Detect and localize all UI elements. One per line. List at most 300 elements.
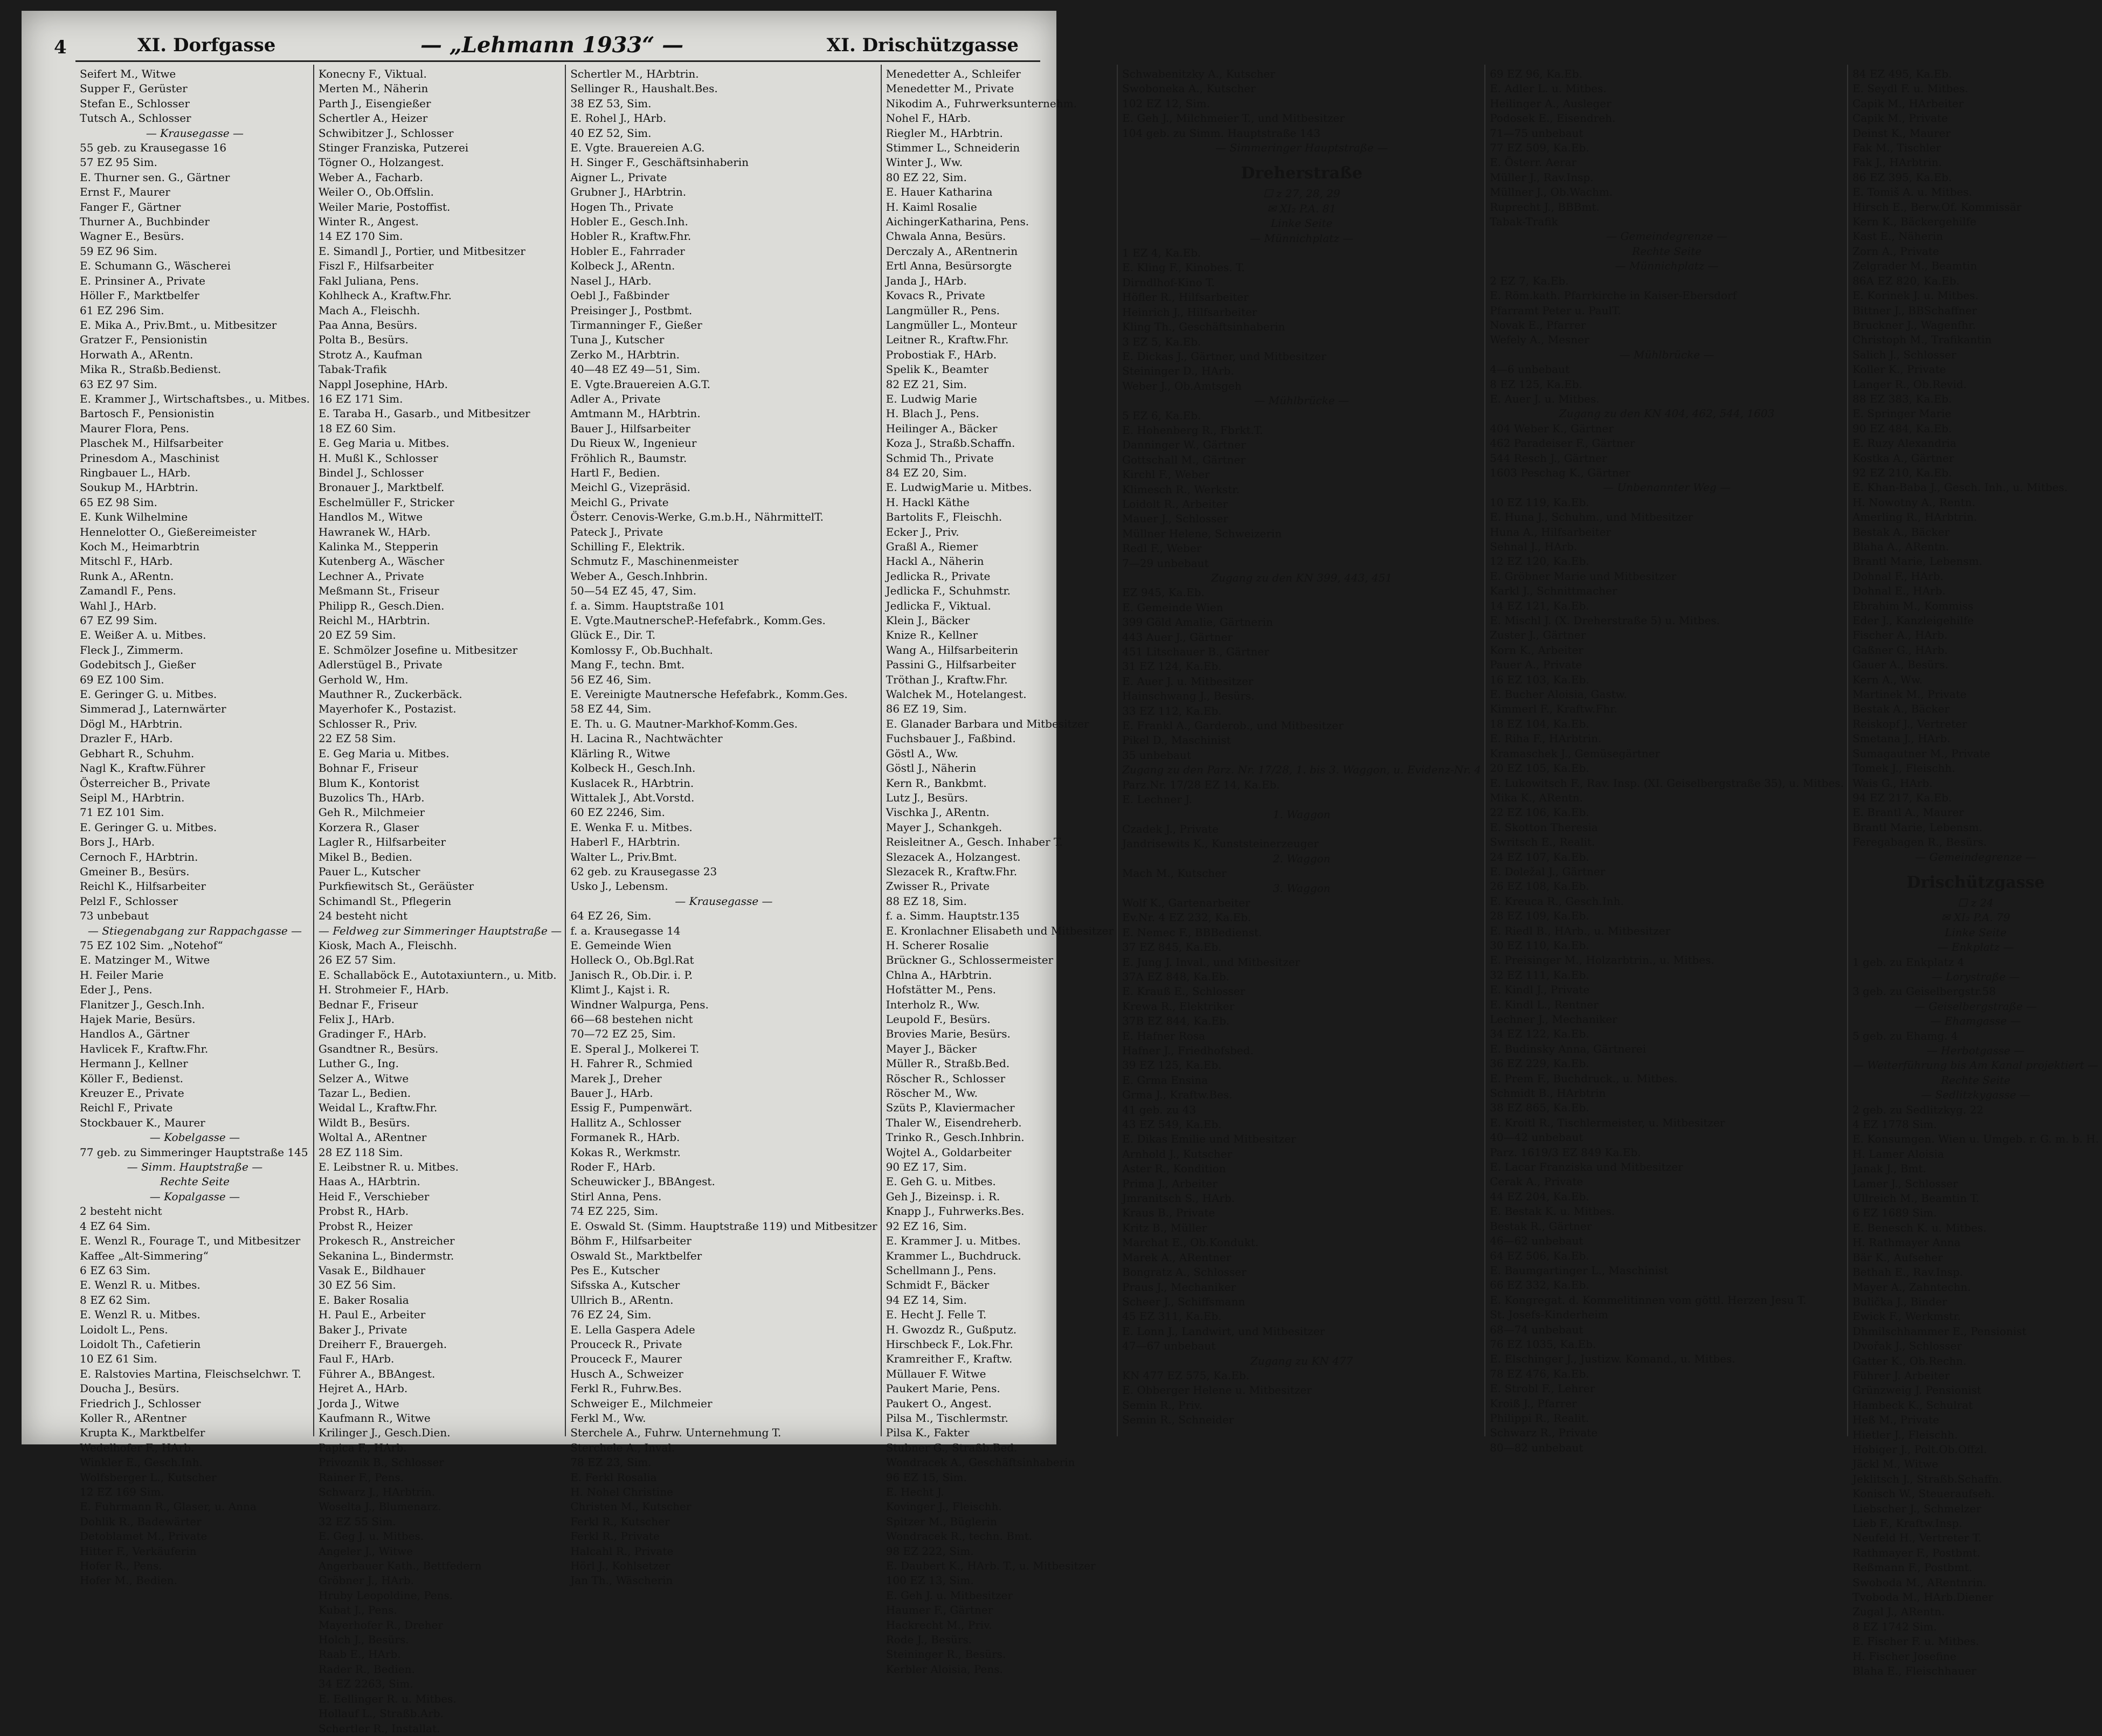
directory-entry: Semin R., Priv.: [1122, 1398, 1202, 1412]
directory-entry: E. Khan-Baba J., Gesch. Inh., u. Mitbes.: [1852, 481, 2068, 494]
directory-entry: Schwabenitzky A., Kutscher: [1122, 67, 1275, 80]
directory-entry: Röscher R., Schlosser: [886, 1071, 1006, 1085]
directory-entry: 12 EZ 169 Sim.: [80, 1485, 164, 1498]
directory-entry: Grma J., Kraftw.Bes.: [1122, 1088, 1233, 1102]
directory-entry: E. Krammer J. u. Mitbes.: [886, 1234, 1021, 1248]
directory-entry: f. a. Simm. Hauptstraße 101: [570, 599, 725, 612]
directory-entry: 78 EZ 476, Ka.Eb.: [1490, 1367, 1589, 1380]
directory-entry: 90 EZ 484, Ka.Eb.: [1852, 421, 1952, 435]
street-separator: Rechte Seite: [160, 1175, 230, 1188]
directory-entry: E. Schmölzer Josefine u. Mitbesitzer: [318, 643, 518, 656]
directory-entry: 40—48 EZ 49—51, Sim.: [570, 363, 701, 376]
directory-entry: Parz.Nr. 17/28 EZ 14, Ka.Eb.: [1122, 778, 1280, 791]
directory-entry: Tabak-Trafik: [1490, 215, 1558, 229]
directory-entry: Riegler M., HArbtrin.: [886, 126, 1003, 140]
directory-entry: E. Dickas J., Gärtner, und Mitbesitzer: [1122, 349, 1326, 363]
directory-entry: Papica F., HArb.: [318, 1441, 407, 1454]
directory-entry: 78 EZ 23, Sim.: [570, 1456, 652, 1469]
directory-entry: Amtmann M., HArbtrin.: [570, 407, 701, 420]
directory-entry: Adlerstügel B., Private: [318, 658, 442, 672]
directory-entry: Swoboneka A., Kutscher: [1122, 82, 1256, 95]
directory-entry: Interholz R., Ww.: [886, 998, 980, 1011]
street-separator: — Mühlbrücke —: [1254, 394, 1349, 407]
directory-entry: Brückner G., Schlossermeister: [886, 953, 1054, 967]
directory-entry: Höller F., Marktbelfer: [80, 289, 199, 302]
directory-entry: Kroiß J., Pfarrer: [1490, 1396, 1577, 1410]
directory-entry: Schmidt F., Bäcker: [886, 1278, 990, 1292]
street-separator: Rechte Seite: [1941, 1073, 2011, 1087]
directory-entry: Schertler A., Heizer: [318, 112, 428, 125]
directory-entry: E. Dikas Emilie und Mitbesitzer: [1122, 1132, 1296, 1146]
directory-entry: Hartl F., Bedien.: [570, 466, 660, 479]
directory-entry: 40 EZ 52, Sim.: [570, 126, 652, 140]
directory-entry: Podosek E., Eisendreh.: [1490, 112, 1616, 125]
street-separator: — Mühlbrücke —: [1619, 348, 1714, 361]
directory-entry: Pilsa M., Tischlermstr.: [886, 1411, 1008, 1424]
directory-entry: Rainer F., Pens.: [318, 1470, 404, 1484]
directory-entry: Dohnal E., HArb.: [1852, 584, 1946, 598]
directory-entry: E. Eellinger R. u. Mitbes.: [318, 1692, 457, 1705]
directory-entry: Bestak R., Gärtner: [1490, 1219, 1592, 1233]
directory-columns: [75, 65, 2099, 1735]
directory-entry: E. Riedl B., HArb., u. Mitbesitzer: [1490, 924, 1671, 937]
header-rule: [75, 60, 1040, 62]
directory-entry: Sellinger R., Haushalt.Bes.: [570, 82, 718, 95]
directory-entry: Strotz A., Kaufman: [318, 348, 423, 361]
directory-entry: E. Geh J. u. Mitbesitzer: [886, 1588, 1013, 1602]
directory-entry: 86 EZ 19, Sim.: [886, 702, 967, 716]
directory-entry: Bruckner J., Wagenfhr.: [1852, 318, 1976, 331]
directory-entry: Hafner J., Friedhofsbed.: [1122, 1044, 1254, 1057]
directory-entry: 3 geb. zu Geiselbergstr.58: [1852, 985, 1996, 998]
directory-entry: Cerak A., Private: [1490, 1175, 1584, 1188]
directory-entry: Bohnar F., Friseur: [318, 762, 418, 775]
directory-entry: Wedelhofer F., HArb.: [80, 1441, 195, 1454]
directory-entry: 1 geb. zu Enkplatz 4: [1852, 955, 1965, 969]
directory-entry: E. Lacar Franziska und Mitbesitzer: [1490, 1160, 1683, 1174]
directory-entry: E. Tomiš A. u. Mitbes.: [1852, 185, 1972, 199]
directory-entry: Hirsch E., Berw.Of. Kommissär: [1852, 200, 2022, 213]
directory-entry: Wahl J., HArb.: [80, 599, 157, 612]
directory-entry: E. Hecht J.: [886, 1485, 944, 1498]
directory-entry: 26 EZ 57 Sim.: [318, 953, 396, 967]
directory-entry: EZ 945, Ka.Eb.: [1122, 586, 1205, 599]
directory-entry: E. Geg J. u. Mitbes.: [318, 1530, 424, 1543]
directory-entry: E. Kronlachner Elisabeth und Mitbesitzer: [886, 924, 1114, 937]
directory-entry: Kreuzer E., Private: [80, 1087, 184, 1100]
directory-entry: Grubner J., HArbtrin.: [570, 185, 687, 199]
directory-entry: E. Röm.kath. Pfarrkirche in Kaiser-Ebersdorf: [1490, 289, 1737, 302]
directory-entry: Capik M., HArbeiter: [1852, 96, 1964, 110]
directory-entry: Kern K., Bäckergehilfe: [1852, 215, 1976, 229]
directory-entry: 38 EZ 53, Sim.: [570, 96, 652, 110]
directory-entry: Kramaschek J., Gemüsegärtner: [1490, 746, 1660, 760]
directory-entry: H. Kaiml Rosalie: [886, 200, 977, 213]
directory-entry: Czadek J., Private: [1122, 822, 1219, 835]
directory-entry: 14 EZ 170 Sim.: [318, 230, 403, 243]
directory-entry: Purkfiewitsch St., Geräüster: [318, 880, 474, 893]
directory-entry: Ringbauer L., HArb.: [80, 466, 191, 479]
directory-entry: E. Krauß E., Schlosser: [1122, 985, 1246, 998]
directory-entry: Dohnal F., HArb.: [1852, 569, 1944, 583]
directory-entry: E. Benesch K. u. Mitbes.: [1852, 1221, 1987, 1234]
directory-entry: Blaha A., ARentn.: [1852, 540, 1949, 553]
directory-entry: Zugal J., ARentn.: [1852, 1605, 1945, 1619]
directory-entry: Schimandl St., Pflegerin: [318, 894, 452, 908]
directory-entry: E. Th. u. G. Mautner-Markhof-Komm.Ges.: [570, 717, 798, 730]
street-separator: — Unbenannter Weg —: [1603, 481, 1731, 494]
directory-entry: 63 EZ 97 Sim.: [80, 377, 157, 391]
directory-entry: E. Korinek J. u. Mitbes.: [1852, 289, 1979, 302]
directory-entry: 96 EZ 15, Sim.: [886, 1470, 967, 1484]
directory-entry: 59 EZ 96 Sim.: [80, 244, 157, 258]
directory-entry: Probostiak F., HArb.: [886, 348, 997, 361]
directory-entry: Janisch R., Ob.Dir. i. P.: [570, 968, 693, 981]
directory-entry: Blaha E., Fleischhauer: [1852, 1664, 1976, 1678]
directory-entry: Mikel B., Bedien.: [318, 850, 413, 863]
directory-entry: 100 EZ 13, Sim.: [886, 1574, 974, 1587]
directory-entry: Zwisser R., Private: [886, 880, 990, 893]
directory-entry: H. Rathmayer Anna: [1852, 1236, 1961, 1249]
directory-entry: Hietler J., Fleischh.: [1852, 1428, 1958, 1441]
directory-entry: Klimt J., Kajst i. R.: [570, 983, 670, 997]
directory-entry: Glück E., Dir. T.: [570, 628, 656, 642]
directory-entry: Dhmilschhammer E., Pensionist: [1852, 1324, 2027, 1338]
directory-entry: Brovies Marie, Besürs.: [886, 1027, 1011, 1041]
directory-entry: Nikodim A., Fuhrwerksunternehm.: [886, 96, 1077, 110]
directory-entry: Prouceck R., Private: [570, 1337, 682, 1351]
directory-entry: 12 EZ 120, Ka.Eb.: [1490, 555, 1589, 568]
directory-entry: Kast E., Näherin: [1852, 230, 1944, 243]
directory-entry: Chlna A., HArbtrin.: [886, 968, 992, 981]
directory-entry: 5 EZ 6, Ka.Eb.: [1122, 409, 1201, 422]
directory-entry: E. Leibstner R. u. Mitbes.: [318, 1160, 459, 1174]
directory-entry: Komlossy F., Ob.Buchhalt.: [570, 643, 713, 656]
directory-entry: Müller J., Rav.Insp.: [1490, 170, 1594, 184]
directory-entry: Hruby Leopoldine, Pens.: [318, 1588, 453, 1602]
directory-entry: Ferkl M., Ww.: [570, 1411, 646, 1424]
directory-entry: Kaffee „Alt-Simmering“: [80, 1249, 209, 1262]
directory-entry: Roder F., HArb.: [570, 1160, 656, 1174]
directory-entry: Slezacek R., Kraftw.Fhr.: [886, 864, 1018, 878]
directory-entry: E. Kongregat. d. Kommelitinnen vom göttl. Herzen Jesu T.: [1490, 1293, 1807, 1306]
directory-entry: Prouceck F., Maurer: [570, 1352, 682, 1366]
directory-entry: E. Ludwig Marie: [886, 392, 977, 405]
directory-entry: Müllner Helene, Schweizerin: [1122, 527, 1282, 540]
directory-entry: H. Nowotny A., Rentn.: [1852, 495, 1975, 509]
directory-entry: 80—82 unbebaut: [1490, 1441, 1584, 1454]
directory-entry: Christoph M., Trafikantin: [1852, 333, 1992, 347]
directory-entry: Graßl A., Riemer: [886, 540, 978, 553]
directory-entry: Pateck J., Private: [570, 525, 663, 538]
street-separator: — Stiegenabgang zur Rappachgasse —: [87, 924, 302, 937]
street-separator: — Münnichplatz —: [1615, 259, 1719, 273]
directory-entry: Kraus B., Private: [1122, 1206, 1215, 1220]
directory-entry: E. Auer J. u. Mitbesitzer: [1122, 674, 1254, 688]
directory-entry: 1603 Peschag K., Gärtner: [1490, 466, 1630, 479]
directory-entry: Parz. 1619/3 EZ 849 Ka.Eb.: [1490, 1145, 1641, 1159]
directory-entry: 71—75 unbebaut: [1490, 126, 1584, 140]
directory-entry: Zamandl F., Pens.: [80, 584, 176, 598]
directory-entry: Jäckl M., Witwe: [1852, 1457, 1939, 1471]
directory-entry: E. Matzinger M., Witwe: [80, 953, 210, 967]
directory-entry: Oswald St., Marktbelfer: [570, 1249, 702, 1262]
directory-entry: Kuslacek R., HArbtrin.: [570, 776, 694, 790]
street-separator: Zugang zu den Parz. Nr. 17/28, 1. bis 3. Waggon, u. Evidenz-Nr. 4: [1122, 763, 1482, 777]
directory-entry: Leitner R., Kraftw.Fhr.: [886, 333, 1009, 347]
directory-entry: Godebitsch J., Gießer: [80, 658, 196, 672]
directory-entry: E. Lechner J.: [1122, 793, 1192, 806]
directory-entry: Zorn A., Private: [1852, 244, 1939, 258]
directory-entry: Jmranitsch S., HArb.: [1122, 1192, 1235, 1205]
street-separator: Zugang zu den KN 399, 443, 451: [1211, 571, 1393, 584]
directory-entry: Kern R., Bankbmt.: [886, 776, 987, 790]
directory-entry: Buzolics Th., HArb.: [318, 791, 425, 804]
directory-entry: Bednar F., Friseur: [318, 998, 418, 1011]
directory-entry: Aigner L., Private: [570, 170, 667, 184]
directory-entry: Kling Th., Geschäftsinhaberin: [1122, 320, 1285, 334]
street-separator: Linke Seite: [1270, 217, 1333, 230]
directory-entry: H. Mußl K., Schlosser: [318, 451, 438, 465]
directory-entry: 8 EZ 62 Sim.: [80, 1293, 151, 1306]
directory-entry: Swoboda M., ARentnrin.: [1852, 1575, 1987, 1589]
directory-entry: E. Fuhrmann R., Glaser, u. Anna: [80, 1500, 257, 1513]
directory-entry: Husch A., Schweizer: [570, 1367, 683, 1380]
directory-entry: AichingerKatharina, Pens.: [886, 215, 1029, 229]
directory-entry: E. Daubert K., HArb. T., u. Mitbesitzer: [886, 1559, 1096, 1573]
directory-entry: Marek J., Dreher: [570, 1071, 662, 1085]
directory-entry: 32 EZ 111, Ka.Eb.: [1490, 968, 1589, 981]
directory-entry: Winkler E., Gesch.Inh.: [80, 1456, 203, 1469]
directory-entry: Tvoboda M., HArb.Diener: [1852, 1590, 1994, 1604]
directory-entry: Pikel D., Maschinist: [1122, 734, 1231, 747]
directory-entry: 98 EZ 222, Sim.: [886, 1544, 974, 1558]
directory-entry: E. Brantl A., Maurer: [1852, 806, 1964, 819]
directory-entry: Knize R., Kellner: [886, 628, 978, 642]
directory-entry: Bartolits F., Fleischh.: [886, 510, 1002, 524]
directory-entry: Österreicher B., Private: [80, 776, 211, 790]
directory-entry: Koller R., ARentner: [80, 1411, 186, 1424]
directory-entry: Kimmerl F., Kraftw.Fhr.: [1490, 702, 1617, 716]
directory-entry: Redl F., Weber: [1122, 542, 1202, 555]
directory-entry: 71 EZ 101 Sim.: [80, 806, 164, 819]
directory-entry: 88 EZ 383, Ka.Eb.: [1852, 392, 1952, 405]
directory-entry: 1 EZ 4, Ka.Eb.: [1122, 246, 1201, 260]
directory-entry: Salich J., Schlosser: [1852, 348, 1956, 361]
directory-entry: 50—54 EZ 45, 47, Sim.: [570, 584, 697, 598]
directory-entry: Hejret A., HArb.: [318, 1382, 408, 1395]
directory-entry: Fleck J., Zimmerm.: [80, 643, 184, 656]
directory-entry: E. Vgte. Brauereien A.G.: [570, 141, 705, 155]
directory-entry: Ruprecht J., BBBmt.: [1490, 200, 1600, 213]
page-number: 4: [54, 37, 67, 58]
directory-entry: E. Kroitl R., Tischlermeister, u. Mitbesitzer: [1490, 1116, 1725, 1129]
directory-entry: Swritsch E., Realit.: [1490, 835, 1595, 849]
directory-entry: Ebrahim M., Kommiss: [1852, 599, 1974, 612]
directory-entry: Kovinger J., Fleischh.: [886, 1500, 1002, 1513]
directory-entry: Kohlheck A., Kraftw.Fhr.: [318, 289, 452, 302]
directory-entry: 4 EZ 64 Sim.: [80, 1219, 151, 1233]
directory-entry: Jorda J., Witwe: [318, 1396, 399, 1410]
directory-entry: H. Hackl Käthe: [886, 495, 970, 509]
directory-entry: 35 unbebaut: [1122, 748, 1191, 762]
directory-entry: Hackl A., Näherin: [886, 555, 984, 568]
column-1: [75, 65, 314, 1587]
directory-entry: Schweiger E., Milchmeier: [570, 1396, 713, 1410]
directory-entry: 64 EZ 26, Sim.: [570, 909, 652, 923]
directory-entry: Weber J., Ob.Amtsgeh: [1122, 379, 1242, 392]
directory-entry: E. Hafner Rosa: [1122, 1029, 1206, 1042]
directory-entry: 4 EZ 1778 Sim.: [1852, 1118, 1937, 1131]
directory-entry: Sifsska A., Kutscher: [570, 1278, 680, 1292]
directory-entry: Gauer A., Besürs.: [1852, 658, 1948, 672]
directory-entry: 14 EZ 121, Ka.Eb.: [1490, 599, 1589, 612]
directory-entry: Lechner J., Mechaniker: [1490, 1013, 1617, 1026]
street-separator: ☐ z 24: [1958, 896, 1994, 909]
directory-entry: Faul F., HArb.: [318, 1352, 395, 1366]
directory-entry: E. Preisinger M., Holzarbtrin., u. Mitbes.: [1490, 953, 1714, 967]
directory-entry: 33 EZ 112, Ka.Eb.: [1122, 704, 1222, 717]
directory-entry: Halcahl R., Private: [570, 1544, 674, 1558]
street-heading: Drischützgasse: [1906, 873, 2045, 892]
directory-entry: Mauer J., Schlosser: [1122, 512, 1228, 525]
directory-entry: Stockbauer K., Maurer: [80, 1116, 205, 1129]
directory-entry: E. Schumann G., Wäscherei: [80, 259, 231, 273]
directory-entry: H. Scherer Rosalie: [886, 938, 989, 952]
directory-entry: Hajek Marie, Besürs.: [80, 1013, 196, 1026]
directory-entry: E. Vgte.MautnerscheP.-Hefefabrk., Komm.Ges.: [570, 614, 826, 627]
directory-entry: Thurner A., Buchbinder: [80, 215, 210, 229]
street-separator: — Gemeindegrenze —: [1606, 230, 1727, 243]
directory-entry: E. Doležal J., Gärtner: [1490, 864, 1606, 878]
directory-entry: E. Ruzy Alexandria: [1852, 437, 1956, 450]
directory-entry: Martinek M., Private: [1852, 688, 1967, 701]
directory-entry: 69 EZ 100 Sim.: [80, 673, 164, 686]
directory-entry: Windner Walpurga, Pens.: [570, 998, 709, 1011]
directory-entry: Prokesch R., Anstreicher: [318, 1234, 455, 1248]
directory-entry: Nasel J., HArb.: [570, 274, 652, 287]
directory-entry: Chwala Anna, Besürs.: [886, 230, 1006, 243]
directory-entry: 40—42 unbebaut: [1490, 1131, 1584, 1144]
directory-entry: Wolf K., Gartenarbeiter: [1122, 896, 1250, 909]
directory-entry: Lagler R., Hilfsarbeiter: [318, 835, 446, 849]
directory-entry: 74 EZ 225, Sim.: [570, 1205, 659, 1218]
directory-entry: 57 EZ 95 Sim.: [80, 156, 157, 169]
directory-entry: Drazler F., HArb.: [80, 732, 173, 745]
directory-entry: Friedrich J., Schlosser: [80, 1396, 201, 1410]
directory-entry: Adler A., Private: [570, 392, 661, 405]
directory-entry: 88 EZ 18, Sim.: [886, 894, 967, 908]
directory-entry: 37 EZ 845, Ka.Eb.: [1122, 940, 1222, 954]
directory-entry: Lutz J., Besürs.: [886, 791, 969, 804]
street-separator: — Geiselbergstraße —: [1914, 999, 2037, 1013]
directory-entry: Kiosk, Mach A., Fleischh.: [318, 938, 457, 952]
directory-entry: Hennelotter O., Gießereimeister: [80, 525, 257, 538]
directory-entry: Jedlicka F., Schuhmstr.: [886, 584, 1011, 598]
directory-entry: Konecny F., Viktual.: [318, 67, 427, 80]
directory-entry: H. Feiler Marie: [80, 968, 164, 981]
directory-entry: E. Kindl J., Private: [1490, 983, 1590, 997]
directory-entry: 22 EZ 58 Sim.: [318, 732, 396, 745]
directory-entry: Ewick F., Werkmstr.: [1852, 1310, 1961, 1323]
directory-entry: Merten M., Näherin: [318, 82, 428, 95]
directory-entry: Mayer J., Schankgeh.: [886, 820, 1002, 834]
directory-entry: Bulička J., Binder: [1852, 1295, 1947, 1308]
directory-entry: E. Geringer G. u. Mitbes.: [80, 820, 217, 834]
directory-entry: E. Geg Maria u. Mitbes.: [318, 437, 450, 450]
directory-entry: Angerbauer Kath., Bettfedern: [318, 1559, 482, 1573]
directory-entry: Luther G., Ing.: [318, 1057, 399, 1070]
directory-entry: 34 EZ 2263, Sim.: [318, 1677, 413, 1691]
directory-entry: 16 EZ 103, Ka.Eb.: [1490, 673, 1589, 686]
directory-entry: Spitzer M., Büglerin: [886, 1514, 997, 1528]
directory-entry: Bindel J., Schlosser: [318, 466, 424, 479]
directory-entry: 60 EZ 2246, Sim.: [570, 806, 665, 819]
directory-entry: Reiskopf J., Vertreter: [1852, 717, 1967, 730]
directory-entry: 16 EZ 171 Sim.: [318, 392, 403, 405]
directory-entry: Novak E., Pfarrer: [1490, 318, 1586, 331]
directory-entry: Kostka A., Gärtner: [1852, 451, 1954, 465]
directory-entry: Runk A., ARentn.: [80, 569, 174, 583]
directory-entry: 73 unbebaut: [80, 909, 149, 923]
directory-entry: Tirmanninger F., Gießer: [570, 318, 702, 331]
directory-entry: Passini G., Hilfsarbeiter: [886, 658, 1016, 672]
directory-entry: Wojtel A., Goldarbeiter: [886, 1145, 1012, 1159]
directory-entry: Wefely A., Mesner: [1490, 333, 1589, 347]
directory-entry: Kerbler Aloisia, Pens.: [886, 1662, 1003, 1676]
directory-entry: 76 EZ 1035, Ka.Eb.: [1490, 1337, 1596, 1351]
directory-entry: H. Strohmeier F., HArb.: [318, 983, 449, 997]
directory-entry: Loidolt Th., Cafetierin: [80, 1337, 201, 1351]
directory-entry: Mayerhofer R., Dreher: [318, 1618, 443, 1631]
directory-entry: Klärling R., Witwe: [570, 746, 670, 760]
directory-entry: f. a. Simm. Hauptstr.135: [886, 909, 1020, 923]
directory-entry: 451 Litschauer B., Gärtner: [1122, 645, 1269, 659]
directory-entry: Göstl A., Ww.: [886, 746, 958, 760]
directory-entry: Fak J., HArbtrin.: [1852, 156, 1942, 169]
directory-entry: Trinko R., Gesch.Inhbrin.: [886, 1131, 1025, 1144]
directory-entry: Maurer Flora, Pens.: [80, 421, 190, 435]
directory-entry: Reichl M., HArbtrin.: [318, 614, 431, 627]
directory-entry: 77 EZ 509, Ka.Eb.: [1490, 141, 1589, 155]
directory-entry: 64 EZ 506, Ka.Eb.: [1490, 1249, 1589, 1262]
directory-entry: Bär K., Aufseher: [1852, 1250, 1943, 1264]
directory-entry: H. Fischer Josefine: [1852, 1649, 1956, 1663]
directory-entry: Dohlik R., Badewärter: [80, 1514, 202, 1528]
directory-entry: Vasak E., Bildhauer: [318, 1263, 426, 1277]
directory-entry: Loidolt R., Arbeiter: [1122, 497, 1228, 510]
directory-entry: Zuster J., Gärtner: [1490, 628, 1586, 642]
directory-entry: Paa Anna, Besürs.: [318, 318, 418, 331]
column-5: [1118, 65, 1485, 1436]
street-separator: Zugang zu KN 477: [1250, 1354, 1353, 1367]
directory-entry: Horwath A., ARentn.: [80, 348, 193, 361]
directory-entry: Ertl Anna, Besürsorgte: [886, 259, 1012, 273]
directory-entry: Kolbeck H., Gesch.Inh.: [570, 762, 696, 775]
directory-entry: Baker J., Private: [318, 1323, 407, 1336]
directory-entry: E. Wenka F. u. Mitbes.: [570, 820, 693, 834]
directory-entry: Gratzer F., Pensionistin: [80, 333, 208, 347]
directory-entry: Klein J., Bäcker: [886, 614, 970, 627]
directory-entry: E. Jung J. Inval., und Mitbesitzer: [1122, 955, 1301, 969]
directory-entry: 2 geb. zu Sedlitzkyg. 22: [1852, 1103, 1984, 1116]
directory-entry: 4—6 unbebaut: [1490, 363, 1569, 376]
directory-entry: Sterchele A., Fuhrw. Unternehmung T.: [570, 1426, 782, 1440]
directory-entry: 37A EZ 848, Ka.Eb.: [1122, 970, 1229, 983]
directory-entry: Hollauf L., Straßb.Arb.: [318, 1707, 444, 1720]
directory-entry: Hobler E., Fahrrader: [570, 244, 685, 258]
directory-entry: 56 EZ 46, Sim.: [570, 673, 652, 686]
